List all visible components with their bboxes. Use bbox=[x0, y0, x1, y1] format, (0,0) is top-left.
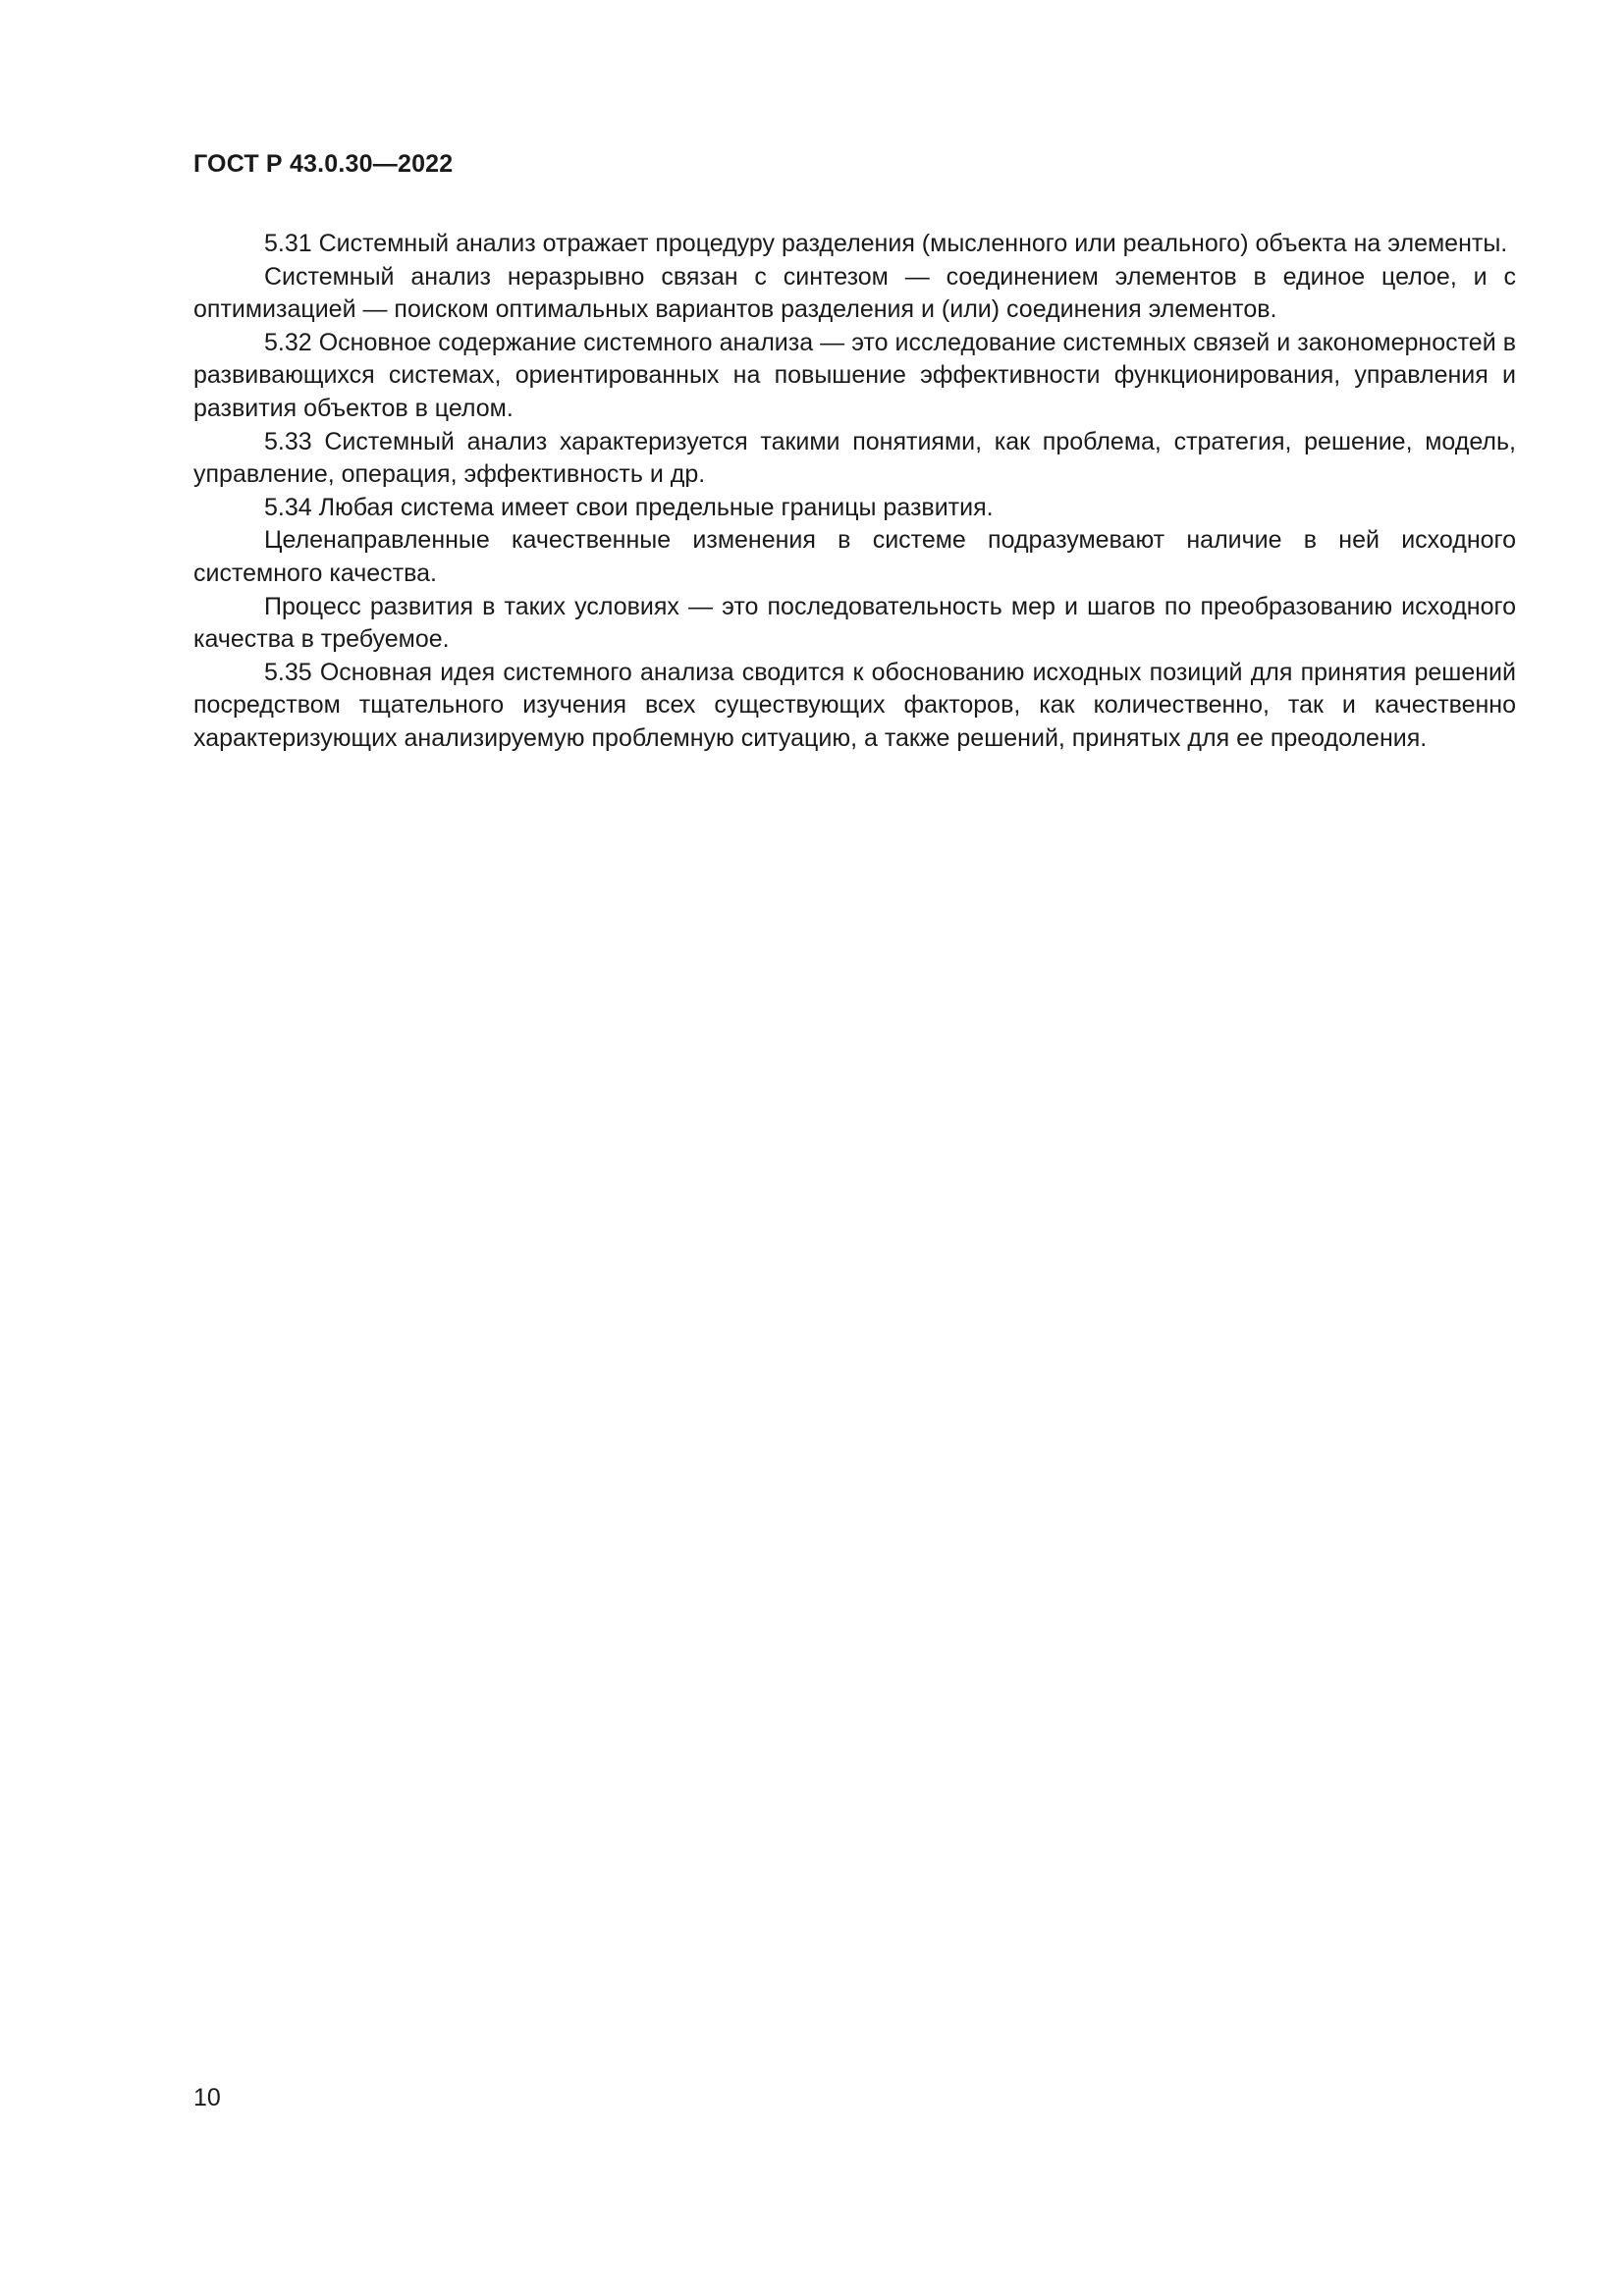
paragraph-synthesis: Системный анализ неразрывно связан с синтезом — соединением элементов в единое целое, и с оптимизацией — поиском оптимальных вариантов разделения и (или) соединения элементов. bbox=[193, 262, 1516, 324]
paragraph-quality-changes: Целенаправленные качественные изменения в системе подразумевают наличие в ней исходного системного качества. bbox=[193, 526, 1516, 587]
document-body bbox=[193, 228, 1516, 756]
paragraph-5-32: 5.32 Основное содержание системного анализа — это исследование системных связей и закономерностей в развивающихся системах, ориентированных на повышение эффективности функционирования, управления и развития объектов в целом. bbox=[193, 328, 1516, 422]
paragraph-5-35: 5.35 Основная идея системного анализа сводится к обоснованию исходных позиций для принятия решений посредством тщательного изучения всех существующих факторов, как количественно, так и качественно характеризующих анализируемую проблемную ситуацию, а также решений, принятых для ее преодоления. bbox=[193, 658, 1516, 752]
standard-code-header: ГОСТ Р 43.0.30—2022 bbox=[193, 150, 454, 178]
paragraph-5-34: 5.34 Любая система имеет свои предельные границы развития. bbox=[264, 493, 994, 521]
page-number: 10 bbox=[193, 2084, 221, 2111]
paragraph-5-33: 5.33 Системный анализ характеризуется такими понятиями, как проблема, стратегия, решение, модель, управление, операция, эффективность и др. bbox=[193, 427, 1516, 489]
paragraph-5-31: 5.31 Системный анализ отражает процедуру разделения (мысленного или реального) объекта на элементы. bbox=[264, 230, 1508, 257]
paragraph-development-process: Процесс развития в таких условиях — это последовательность мер и шагов по преобразованию исходного качества в требуемое. bbox=[193, 592, 1516, 654]
